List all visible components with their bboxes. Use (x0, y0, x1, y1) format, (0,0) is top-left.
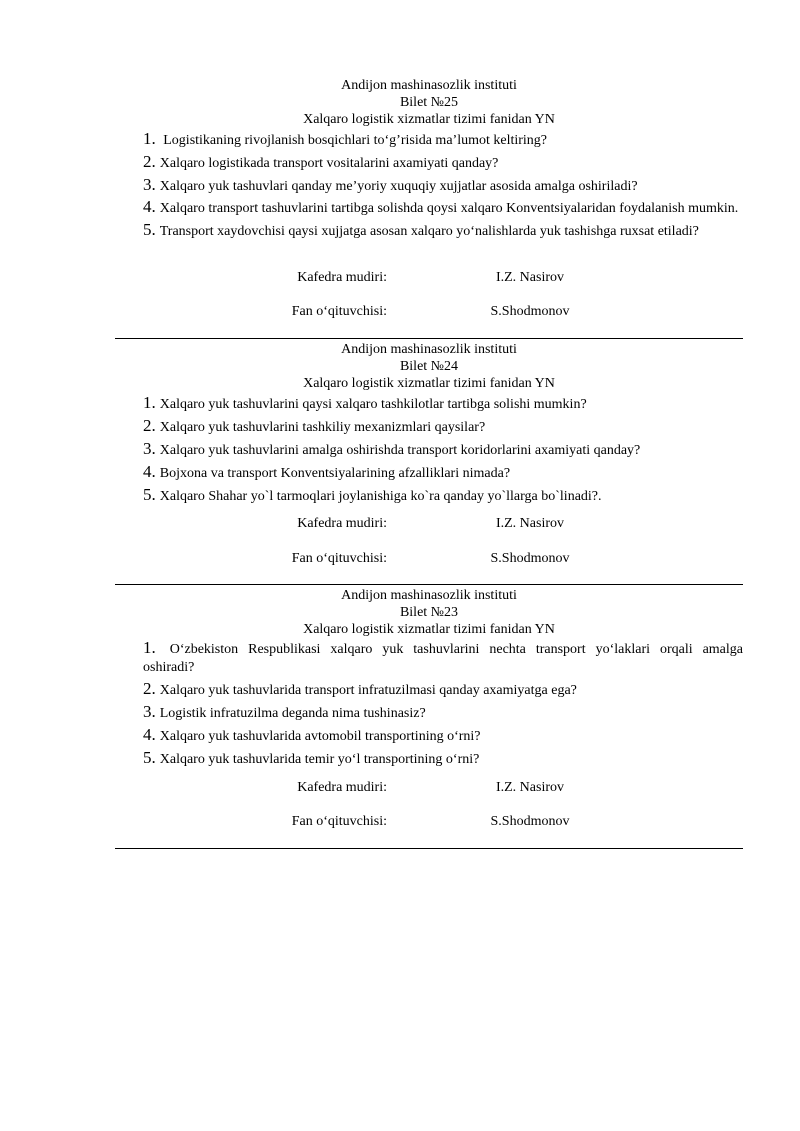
institute-name: Andijon mashinasozlik instituti (341, 588, 517, 603)
question-item (143, 485, 743, 506)
question-text: Xalqaro yuk tashuvlarida transport infratuzilmasi qanday axamiyatga ega? (159, 683, 577, 698)
teacher-name: S.Shodmonov (490, 814, 570, 829)
question-text: Xalqaro yuk tashuvlarida temir yo‘l transportining o‘rni? (159, 752, 480, 767)
question-item (143, 393, 743, 414)
question-number: 1. (143, 393, 156, 412)
subject-title: Xalqaro logistik xizmatlar tizimi fanidan YN (303, 622, 555, 637)
question-item (143, 462, 743, 483)
divider-line (115, 338, 743, 339)
ticket-number: Bilet №23 (399, 605, 459, 620)
ticket-24 (115, 341, 743, 508)
signature-row-head (115, 270, 743, 304)
question-item (143, 679, 743, 700)
question-text: Xalqaro yuk tashuvlarini qaysi xalqaro tashkilotlar tartibga solishi mumkin? (159, 397, 587, 412)
head-name: I.Z. Nasirov (495, 270, 565, 285)
question-item (143, 439, 743, 460)
question-number: 2. (143, 679, 156, 698)
head-label: Kafedra mudiri: (297, 516, 387, 531)
head-label: Kafedra mudiri: (297, 780, 387, 795)
head-name: I.Z. Nasirov (495, 780, 565, 795)
question-list (143, 393, 743, 506)
question-text: Xalqaro yuk tashuvlarida avtomobil transportining o‘rni? (159, 729, 481, 744)
question-text: O‘zbekiston Respublikasi xalqaro yuk tashuvlarini nechta transport yo‘laklari orqali amalga oshiradi? (143, 642, 743, 675)
question-item (143, 416, 743, 437)
teacher-name: S.Shodmonov (490, 551, 570, 566)
question-number: 5. (143, 485, 156, 504)
signature-row-head (115, 780, 743, 814)
ticket-25 (115, 77, 743, 243)
question-number: 3. (143, 175, 156, 194)
question-item (143, 198, 743, 218)
teacher-name: S.Shodmonov (490, 304, 570, 319)
question-item (143, 175, 743, 196)
signature-row-teacher (115, 304, 743, 338)
question-list (143, 639, 743, 769)
divider-line (115, 848, 743, 849)
question-item (143, 748, 743, 769)
head-label: Kafedra mudiri: (297, 270, 387, 285)
question-text: Logistik infratuzilma deganda nima tushinasiz? (159, 706, 426, 721)
question-text: Xalqaro yuk tashuvlari qanday me’yoriy xuquqiy xujjatlar asosida amalga oshiriladi? (159, 179, 638, 194)
question-number: 4. (143, 725, 156, 744)
question-text: Xalqaro yuk tashuvlarini tashkiliy mexanizmlari qaysilar? (159, 420, 486, 435)
signature-row-teacher (115, 814, 743, 848)
head-name: I.Z. Nasirov (495, 516, 565, 531)
ticket-number: Bilet №24 (399, 359, 459, 374)
subject-title: Xalqaro logistik xizmatlar tizimi fanidan YN (303, 112, 555, 127)
ticket-23 (115, 587, 743, 771)
teacher-label: Fan o‘qituvchisi: (291, 551, 387, 566)
question-item (143, 725, 743, 746)
question-item (143, 152, 743, 173)
question-number: 3. (143, 439, 156, 458)
question-number: 5. (143, 220, 156, 239)
question-text: Xalqaro Shahar yo`l tarmoqlari joylanishiga ko`ra qanday yo`llarga bo`linadi?. (159, 489, 602, 504)
question-number: 2. (143, 152, 156, 171)
institute-name: Andijon mashinasozlik instituti (341, 342, 517, 357)
question-text: Bojxona va transport Konventsiyalarining afzalliklari nimada? (159, 466, 511, 481)
subject-title: Xalqaro logistik xizmatlar tizimi fanidan YN (303, 376, 555, 391)
question-number: 3. (143, 702, 156, 721)
question-number: 4. (143, 197, 156, 216)
question-text: Transport xaydovchisi qaysi xujjatga asosan xalqaro yo‘nalishlarda yuk tashishga ruxsat etiladi? (159, 224, 699, 239)
ticket-number: Bilet №25 (399, 95, 459, 110)
question-number: 4. (143, 462, 156, 481)
divider-line (115, 584, 743, 585)
question-text: Xalqaro logistikada transport vositalarini axamiyati qanday? (159, 156, 499, 171)
institute-name: Andijon mashinasozlik instituti (341, 78, 517, 93)
question-item (143, 220, 743, 241)
question-number: 1. (143, 638, 156, 657)
question-text: Xalqaro yuk tashuvlarini amalga oshirishda transport koridorlarini axamiyati qanday? (159, 443, 641, 458)
question-item (143, 129, 743, 150)
question-item (143, 639, 743, 677)
question-number: 1. (143, 129, 156, 148)
question-number: 5. (143, 748, 156, 767)
question-item (143, 702, 743, 723)
signature-row-teacher (115, 551, 743, 585)
question-number: 2. (143, 416, 156, 435)
teacher-label: Fan o‘qituvchisi: (291, 814, 387, 829)
teacher-label: Fan o‘qituvchisi: (291, 304, 387, 319)
question-text: Xalqaro transport tashuvlarini tartibga solishda qoysi xalqaro Konventsiyalaridan foydalanish mumkin. (159, 201, 739, 216)
question-text: Logistikaning rivojlanish bosqichlari to‘g’risida ma’lumot keltiring? (159, 133, 548, 148)
question-list (143, 129, 743, 241)
signature-row-head (115, 516, 743, 550)
